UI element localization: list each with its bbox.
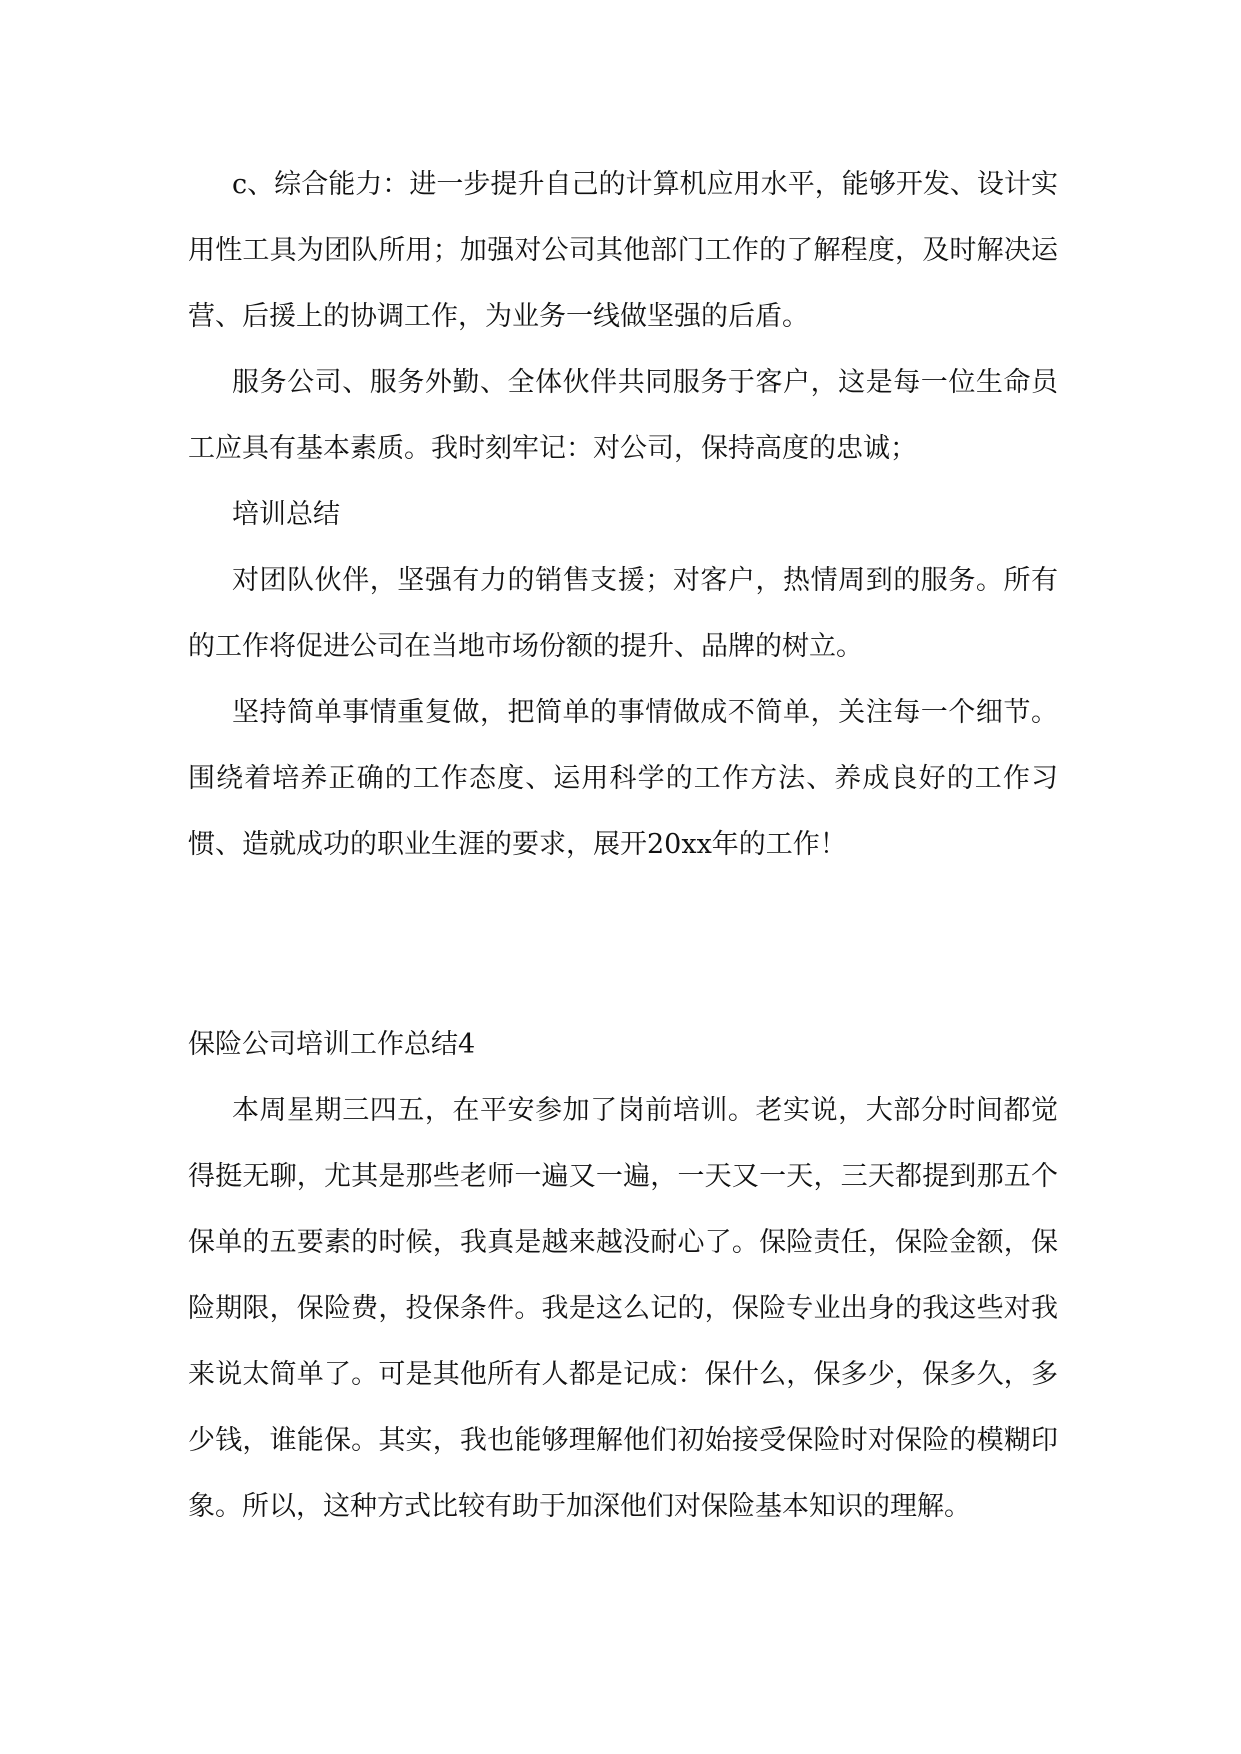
section-spacer [188,878,1058,1012]
paragraph-training-summary-label: 培训总结 [232,499,340,530]
paragraph-training-experience: 本周星期三四五，在平安参加了岗前培训。老实说，大部分时间都觉得挺无聊，尤其是那些老师一遍又一遍，一天又一天，三天都提到那五个保单的五要素的时候，我真是越来越没耐心了。保险责任，保险金额，保险期限，保险费，投保条件。我是这么记的，保险专业出身的我这些对我来说太简单了。可是其他所有人都是记成：保什么，保多少，保多久，多少钱，谁能保。其实，我也能够理解他们初始接受保险时对保险的模糊印象。所以，这种方式比较有助于加深他们对保险基本知识的理解。 [188,1095,1058,1522]
document-body [188,152,1058,1540]
paragraph-comprehensive-ability: c、综合能力：进一步提升自己的计算机应用水平，能够开发、设计实用性工具为团队所用；加强对公司其他部门工作的了解程度，及时解决运营、后援上的协调工作，为业务一线做坚强的后盾。 [188,169,1058,332]
paragraph-persistence: 坚持简单事情重复做，把简单的事情做成不简单，关注每一个细节。围绕着培养正确的工作态度、运用科学的工作方法、养成良好的工作习惯、造就成功的职业生涯的要求，展开20xx年的工作！ [188,697,1058,860]
paragraph-service: 服务公司、服务外勤、全体伙伴共同服务于客户，这是每一位生命员工应具有基本素质。我时刻牢记：对公司，保持高度的忠诚； [188,367,1058,464]
section-title: 保险公司培训工作总结4 [188,1029,476,1060]
paragraph-team-support: 对团队伙伴，坚强有力的销售支援；对客户，热情周到的服务。所有的工作将促进公司在当地市场份额的提升、品牌的树立。 [188,565,1058,662]
